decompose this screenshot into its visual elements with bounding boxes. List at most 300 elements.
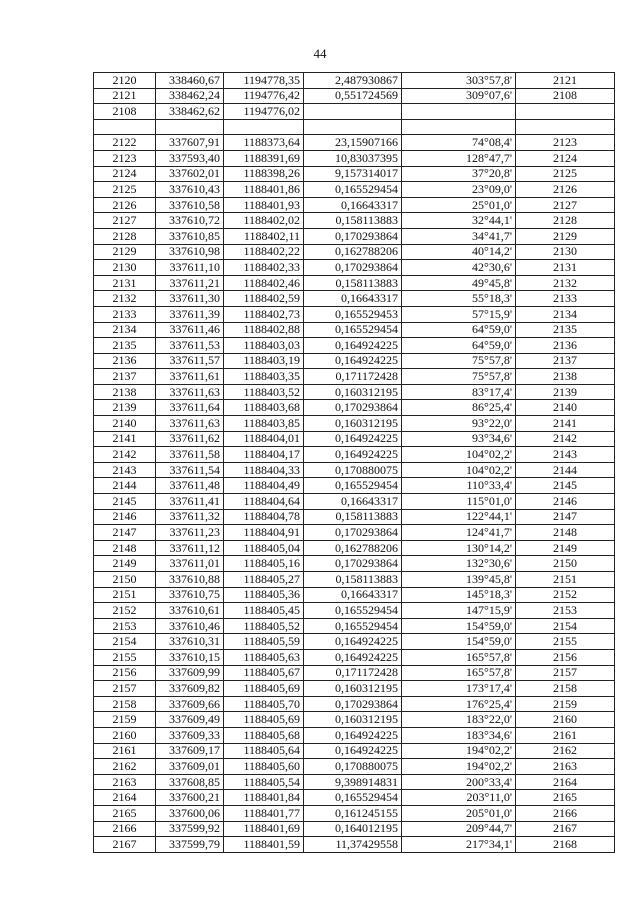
distance-cell: 0,551724569 [304, 88, 402, 104]
point-number-cell: 2128 [94, 228, 156, 244]
x-coordinate-cell [156, 119, 224, 135]
table-row [94, 462, 615, 478]
y-coordinate-cell: 1188405,69 [224, 681, 304, 697]
next-point-cell: 2155 [516, 634, 615, 650]
x-coordinate-cell: 337610,75 [156, 587, 224, 603]
distance-cell: 0,162788206 [304, 244, 402, 260]
point-number-cell: 2152 [94, 603, 156, 619]
bearing-cell: 110°33,4' [402, 478, 516, 494]
y-coordinate-cell: 1188403,35 [224, 369, 304, 385]
point-number-cell: 2122 [94, 135, 156, 151]
next-point-cell: 2168 [516, 837, 615, 853]
point-number-cell: 2147 [94, 525, 156, 541]
next-point-cell: 2161 [516, 727, 615, 743]
y-coordinate-cell: 1188403,52 [224, 384, 304, 400]
table-row [94, 727, 615, 743]
point-number-cell: 2153 [94, 618, 156, 634]
x-coordinate-cell: 337610,88 [156, 572, 224, 588]
distance-cell: 0,170880075 [304, 462, 402, 478]
bearing-cell: 32°44,1' [402, 213, 516, 229]
y-coordinate-cell: 1188402,22 [224, 244, 304, 260]
next-point-cell: 2152 [516, 587, 615, 603]
next-point-cell: 2125 [516, 166, 615, 182]
next-point-cell: 2135 [516, 322, 615, 338]
next-point-cell: 2127 [516, 197, 615, 213]
point-number-cell: 2133 [94, 306, 156, 322]
y-coordinate-cell: 1188405,70 [224, 696, 304, 712]
x-coordinate-cell: 337611,63 [156, 384, 224, 400]
bearing-cell: 104°02,2' [402, 462, 516, 478]
distance-cell: 0,165529454 [304, 790, 402, 806]
distance-cell: 0,170293864 [304, 400, 402, 416]
y-coordinate-cell: 1188401,59 [224, 837, 304, 853]
x-coordinate-cell: 337610,98 [156, 244, 224, 260]
bearing-cell: 34°41,7' [402, 228, 516, 244]
x-coordinate-cell: 337610,46 [156, 618, 224, 634]
bearing-cell: 147°15,9' [402, 603, 516, 619]
x-coordinate-cell: 337602,01 [156, 166, 224, 182]
point-number-cell: 2157 [94, 681, 156, 697]
table-row [94, 400, 615, 416]
bearing-cell: 64°59,0' [402, 338, 516, 354]
table-row [94, 197, 615, 213]
bearing-cell: 74°08,4' [402, 135, 516, 151]
y-coordinate-cell: 1188405,64 [224, 743, 304, 759]
table-row [94, 104, 615, 120]
distance-cell: 0,165529454 [304, 478, 402, 494]
next-point-cell: 2145 [516, 478, 615, 494]
x-coordinate-cell: 338460,67 [156, 73, 224, 89]
table-row [94, 88, 615, 104]
x-coordinate-cell: 337611,30 [156, 291, 224, 307]
x-coordinate-cell: 337611,61 [156, 369, 224, 385]
next-point-cell: 2153 [516, 603, 615, 619]
x-coordinate-cell: 337610,58 [156, 197, 224, 213]
y-coordinate-cell: 1188402,59 [224, 291, 304, 307]
point-number-cell: 2139 [94, 400, 156, 416]
bearing-cell: 194°02,2' [402, 743, 516, 759]
bearing-cell: 200°33,4' [402, 774, 516, 790]
distance-cell: 0,165529454 [304, 182, 402, 198]
point-number-cell: 2159 [94, 712, 156, 728]
x-coordinate-cell: 337611,64 [156, 400, 224, 416]
table-row [94, 712, 615, 728]
table-row [94, 556, 615, 572]
point-number-cell: 2129 [94, 244, 156, 260]
next-point-cell: 2137 [516, 353, 615, 369]
distance-cell: 0,16643317 [304, 197, 402, 213]
next-point-cell: 2151 [516, 572, 615, 588]
next-point-cell: 2138 [516, 369, 615, 385]
y-coordinate-cell: 1188402,33 [224, 260, 304, 276]
y-coordinate-cell: 1188404,33 [224, 462, 304, 478]
bearing-cell: 49°45,8' [402, 275, 516, 291]
table-row [94, 696, 615, 712]
coordinates-table-body [94, 73, 615, 853]
y-coordinate-cell: 1188405,16 [224, 556, 304, 572]
point-number-cell: 2145 [94, 494, 156, 510]
bearing-cell: 183°34,6' [402, 727, 516, 743]
y-coordinate-cell [224, 119, 304, 135]
next-point-cell: 2123 [516, 135, 615, 151]
bearing-cell: 203°11,0' [402, 790, 516, 806]
distance-cell: 0,158113883 [304, 213, 402, 229]
distance-cell: 2,487930867 [304, 73, 402, 89]
x-coordinate-cell: 337611,54 [156, 462, 224, 478]
distance-cell: 0,158113883 [304, 509, 402, 525]
coordinates-table [93, 72, 615, 853]
x-coordinate-cell: 337611,12 [156, 540, 224, 556]
bearing-cell: 139°45,8' [402, 572, 516, 588]
distance-cell: 0,164924225 [304, 649, 402, 665]
next-point-cell: 2157 [516, 665, 615, 681]
next-point-cell: 2148 [516, 525, 615, 541]
bearing-cell: 173°17,4' [402, 681, 516, 697]
bearing-cell: 183°22,0' [402, 712, 516, 728]
y-coordinate-cell: 1188405,36 [224, 587, 304, 603]
point-number-cell: 2156 [94, 665, 156, 681]
table-row [94, 509, 615, 525]
table-row [94, 774, 615, 790]
point-number-cell: 2165 [94, 805, 156, 821]
bearing-cell: 130°14,2' [402, 540, 516, 556]
point-number-cell: 2135 [94, 338, 156, 354]
x-coordinate-cell: 337611,23 [156, 525, 224, 541]
point-number-cell: 2151 [94, 587, 156, 603]
x-coordinate-cell: 337611,21 [156, 275, 224, 291]
x-coordinate-cell: 337600,21 [156, 790, 224, 806]
distance-cell: 23,15907166 [304, 135, 402, 151]
distance-cell: 0,16643317 [304, 291, 402, 307]
point-number-cell: 2123 [94, 150, 156, 166]
point-number-cell: 2146 [94, 509, 156, 525]
x-coordinate-cell: 337611,01 [156, 556, 224, 572]
table-row [94, 634, 615, 650]
table-row [94, 306, 615, 322]
distance-cell: 0,164924225 [304, 431, 402, 447]
bearing-cell: 86°25,4' [402, 400, 516, 416]
y-coordinate-cell: 1188405,52 [224, 618, 304, 634]
point-number-cell: 2131 [94, 275, 156, 291]
point-number-cell: 2160 [94, 727, 156, 743]
next-point-cell: 2154 [516, 618, 615, 634]
bearing-cell: 165°57,8' [402, 649, 516, 665]
x-coordinate-cell: 337609,82 [156, 681, 224, 697]
distance-cell: 0,164924225 [304, 338, 402, 354]
distance-cell: 0,160312195 [304, 681, 402, 697]
y-coordinate-cell: 1188404,17 [224, 447, 304, 463]
x-coordinate-cell: 337610,15 [156, 649, 224, 665]
point-number-cell: 2161 [94, 743, 156, 759]
table-row [94, 213, 615, 229]
bearing-cell: 75°57,8' [402, 353, 516, 369]
y-coordinate-cell: 1188405,59 [224, 634, 304, 650]
y-coordinate-cell: 1188405,45 [224, 603, 304, 619]
y-coordinate-cell: 1188405,54 [224, 774, 304, 790]
point-number-cell: 2134 [94, 322, 156, 338]
bearing-cell: 23°09,0' [402, 182, 516, 198]
bearing-cell: 205°01,0' [402, 805, 516, 821]
bearing-cell: 154°59,0' [402, 618, 516, 634]
next-point-cell: 2140 [516, 400, 615, 416]
next-point-cell: 2166 [516, 805, 615, 821]
bearing-cell: 104°02,2' [402, 447, 516, 463]
point-number-cell: 2164 [94, 790, 156, 806]
table-row [94, 166, 615, 182]
distance-cell: 0,165529454 [304, 603, 402, 619]
y-coordinate-cell: 1188373,64 [224, 135, 304, 151]
next-point-cell: 2162 [516, 743, 615, 759]
y-coordinate-cell: 1188405,68 [224, 727, 304, 743]
point-number-cell: 2142 [94, 447, 156, 463]
bearing-cell: 145°18,3' [402, 587, 516, 603]
bearing-cell: 124°41,7' [402, 525, 516, 541]
distance-cell: 0,161245155 [304, 805, 402, 821]
point-number-cell: 2138 [94, 384, 156, 400]
x-coordinate-cell: 337609,17 [156, 743, 224, 759]
x-coordinate-cell: 337593,40 [156, 150, 224, 166]
distance-cell: 0,160312195 [304, 712, 402, 728]
y-coordinate-cell: 1188398,26 [224, 166, 304, 182]
y-coordinate-cell: 1188402,46 [224, 275, 304, 291]
next-point-cell: 2143 [516, 447, 615, 463]
distance-cell: 0,164924225 [304, 634, 402, 650]
bearing-cell: 93°34,6' [402, 431, 516, 447]
x-coordinate-cell: 337611,57 [156, 353, 224, 369]
point-number-cell: 2125 [94, 182, 156, 198]
table-row [94, 291, 615, 307]
table-row [94, 244, 615, 260]
distance-cell: 0,165529454 [304, 322, 402, 338]
distance-cell: 9,157314017 [304, 166, 402, 182]
next-point-cell: 2150 [516, 556, 615, 572]
table-row [94, 228, 615, 244]
next-point-cell: 2165 [516, 790, 615, 806]
distance-cell: 0,170293864 [304, 696, 402, 712]
x-coordinate-cell: 337611,62 [156, 431, 224, 447]
point-number-cell: 2143 [94, 462, 156, 478]
distance-cell: 0,160312195 [304, 416, 402, 432]
point-number-cell: 2166 [94, 821, 156, 837]
next-point-cell: 2160 [516, 712, 615, 728]
x-coordinate-cell: 337611,53 [156, 338, 224, 354]
distance-cell: 0,165529454 [304, 618, 402, 634]
point-number-cell: 2132 [94, 291, 156, 307]
distance-cell: 0,170293864 [304, 556, 402, 572]
bearing-cell: 309°07,6' [402, 88, 516, 104]
y-coordinate-cell: 1188405,63 [224, 649, 304, 665]
bearing-cell: 55°18,3' [402, 291, 516, 307]
bearing-cell: 93°22,0' [402, 416, 516, 432]
x-coordinate-cell: 337611,48 [156, 478, 224, 494]
table-row [94, 369, 615, 385]
bearing-cell: 40°14,2' [402, 244, 516, 260]
y-coordinate-cell: 1194776,02 [224, 104, 304, 120]
table-row [94, 790, 615, 806]
next-point-cell: 2129 [516, 228, 615, 244]
distance-cell: 10,83037395 [304, 150, 402, 166]
x-coordinate-cell: 337611,46 [156, 322, 224, 338]
point-number-cell: 2130 [94, 260, 156, 276]
table-row [94, 384, 615, 400]
point-number-cell: 2162 [94, 759, 156, 775]
next-point-cell [516, 119, 615, 135]
y-coordinate-cell: 1188404,78 [224, 509, 304, 525]
table-row [94, 494, 615, 510]
x-coordinate-cell: 337610,61 [156, 603, 224, 619]
point-number-cell: 2163 [94, 774, 156, 790]
point-number-cell: 2108 [94, 104, 156, 120]
bearing-cell: 25°01,0' [402, 197, 516, 213]
table-row [94, 759, 615, 775]
distance-cell [304, 104, 402, 120]
bearing-cell: 42°30,6' [402, 260, 516, 276]
x-coordinate-cell: 337610,43 [156, 182, 224, 198]
bearing-cell: 154°59,0' [402, 634, 516, 650]
y-coordinate-cell: 1188401,84 [224, 790, 304, 806]
bearing-cell: 132°30,6' [402, 556, 516, 572]
point-number-cell: 2144 [94, 478, 156, 494]
table-row [94, 119, 615, 135]
x-coordinate-cell: 337600,06 [156, 805, 224, 821]
table-row [94, 587, 615, 603]
x-coordinate-cell: 337611,10 [156, 260, 224, 276]
bearing-cell: 217°34,1' [402, 837, 516, 853]
x-coordinate-cell: 337610,72 [156, 213, 224, 229]
table-row [94, 665, 615, 681]
bearing-cell [402, 104, 516, 120]
next-point-cell: 2159 [516, 696, 615, 712]
next-point-cell: 2130 [516, 244, 615, 260]
y-coordinate-cell: 1188405,69 [224, 712, 304, 728]
y-coordinate-cell: 1188405,60 [224, 759, 304, 775]
x-coordinate-cell: 337611,63 [156, 416, 224, 432]
table-row [94, 73, 615, 89]
table-row [94, 478, 615, 494]
y-coordinate-cell: 1188402,73 [224, 306, 304, 322]
y-coordinate-cell: 1188404,64 [224, 494, 304, 510]
next-point-cell: 2164 [516, 774, 615, 790]
next-point-cell: 2147 [516, 509, 615, 525]
distance-cell: 0,164924225 [304, 447, 402, 463]
table-row [94, 182, 615, 198]
distance-cell: 11,37429558 [304, 837, 402, 853]
x-coordinate-cell: 337609,01 [156, 759, 224, 775]
next-point-cell: 2139 [516, 384, 615, 400]
bearing-cell: 122°44,1' [402, 509, 516, 525]
x-coordinate-cell: 337610,85 [156, 228, 224, 244]
bearing-cell: 115°01,0' [402, 494, 516, 510]
point-number-cell: 2120 [94, 73, 156, 89]
distance-cell: 0,164924225 [304, 727, 402, 743]
next-point-cell: 2128 [516, 213, 615, 229]
point-number-cell: 2141 [94, 431, 156, 447]
table-row [94, 431, 615, 447]
table-row [94, 416, 615, 432]
point-number-cell: 2149 [94, 556, 156, 572]
next-point-cell: 2124 [516, 150, 615, 166]
distance-cell: 0,170293864 [304, 525, 402, 541]
next-point-cell: 2121 [516, 73, 615, 89]
bearing-cell: 165°57,8' [402, 665, 516, 681]
bearing-cell: 128°47,7' [402, 150, 516, 166]
next-point-cell: 2126 [516, 182, 615, 198]
point-number-cell: 2158 [94, 696, 156, 712]
x-coordinate-cell: 337611,58 [156, 447, 224, 463]
x-coordinate-cell: 337611,32 [156, 509, 224, 525]
page-number: 44 [313, 46, 327, 61]
y-coordinate-cell: 1188405,67 [224, 665, 304, 681]
table-row [94, 135, 615, 151]
distance-cell [304, 119, 402, 135]
bearing-cell: 64°59,0' [402, 322, 516, 338]
table-row [94, 821, 615, 837]
point-number-cell: 2124 [94, 166, 156, 182]
point-number-cell: 2127 [94, 213, 156, 229]
y-coordinate-cell: 1188403,19 [224, 353, 304, 369]
bearing-cell: 176°25,4' [402, 696, 516, 712]
table-row [94, 618, 615, 634]
bearing-cell: 83°17,4' [402, 384, 516, 400]
x-coordinate-cell: 338462,24 [156, 88, 224, 104]
table-row [94, 353, 615, 369]
table-row [94, 260, 615, 276]
table-row [94, 338, 615, 354]
table-row [94, 743, 615, 759]
point-number-cell: 2121 [94, 88, 156, 104]
y-coordinate-cell: 1188401,86 [224, 182, 304, 198]
bearing-cell: 303°57,8' [402, 73, 516, 89]
next-point-cell: 2167 [516, 821, 615, 837]
next-point-cell: 2131 [516, 260, 615, 276]
distance-cell: 0,164924225 [304, 353, 402, 369]
y-coordinate-cell: 1188401,77 [224, 805, 304, 821]
table-row [94, 837, 615, 853]
next-point-cell: 2136 [516, 338, 615, 354]
next-point-cell: 2132 [516, 275, 615, 291]
point-number-cell: 2140 [94, 416, 156, 432]
y-coordinate-cell: 1188403,03 [224, 338, 304, 354]
distance-cell: 0,158113883 [304, 572, 402, 588]
next-point-cell: 2142 [516, 431, 615, 447]
next-point-cell [516, 104, 615, 120]
table-row [94, 275, 615, 291]
x-coordinate-cell: 337599,92 [156, 821, 224, 837]
y-coordinate-cell: 1188401,93 [224, 197, 304, 213]
table-row [94, 805, 615, 821]
y-coordinate-cell: 1188402,11 [224, 228, 304, 244]
x-coordinate-cell: 337608,85 [156, 774, 224, 790]
distance-cell: 0,170293864 [304, 260, 402, 276]
y-coordinate-cell: 1188405,27 [224, 572, 304, 588]
table-row [94, 525, 615, 541]
bearing-cell: 37°20,8' [402, 166, 516, 182]
y-coordinate-cell: 1188404,01 [224, 431, 304, 447]
x-coordinate-cell: 337610,31 [156, 634, 224, 650]
y-coordinate-cell: 1188403,85 [224, 416, 304, 432]
distance-cell: 9,398914831 [304, 774, 402, 790]
y-coordinate-cell: 1194778,35 [224, 73, 304, 89]
next-point-cell: 2141 [516, 416, 615, 432]
bearing-cell: 194°02,2' [402, 759, 516, 775]
point-number-cell: 2136 [94, 353, 156, 369]
table-row [94, 540, 615, 556]
bearing-cell: 57°15,9' [402, 306, 516, 322]
x-coordinate-cell: 337609,66 [156, 696, 224, 712]
x-coordinate-cell: 337609,33 [156, 727, 224, 743]
y-coordinate-cell: 1188404,49 [224, 478, 304, 494]
distance-cell: 0,16643317 [304, 494, 402, 510]
